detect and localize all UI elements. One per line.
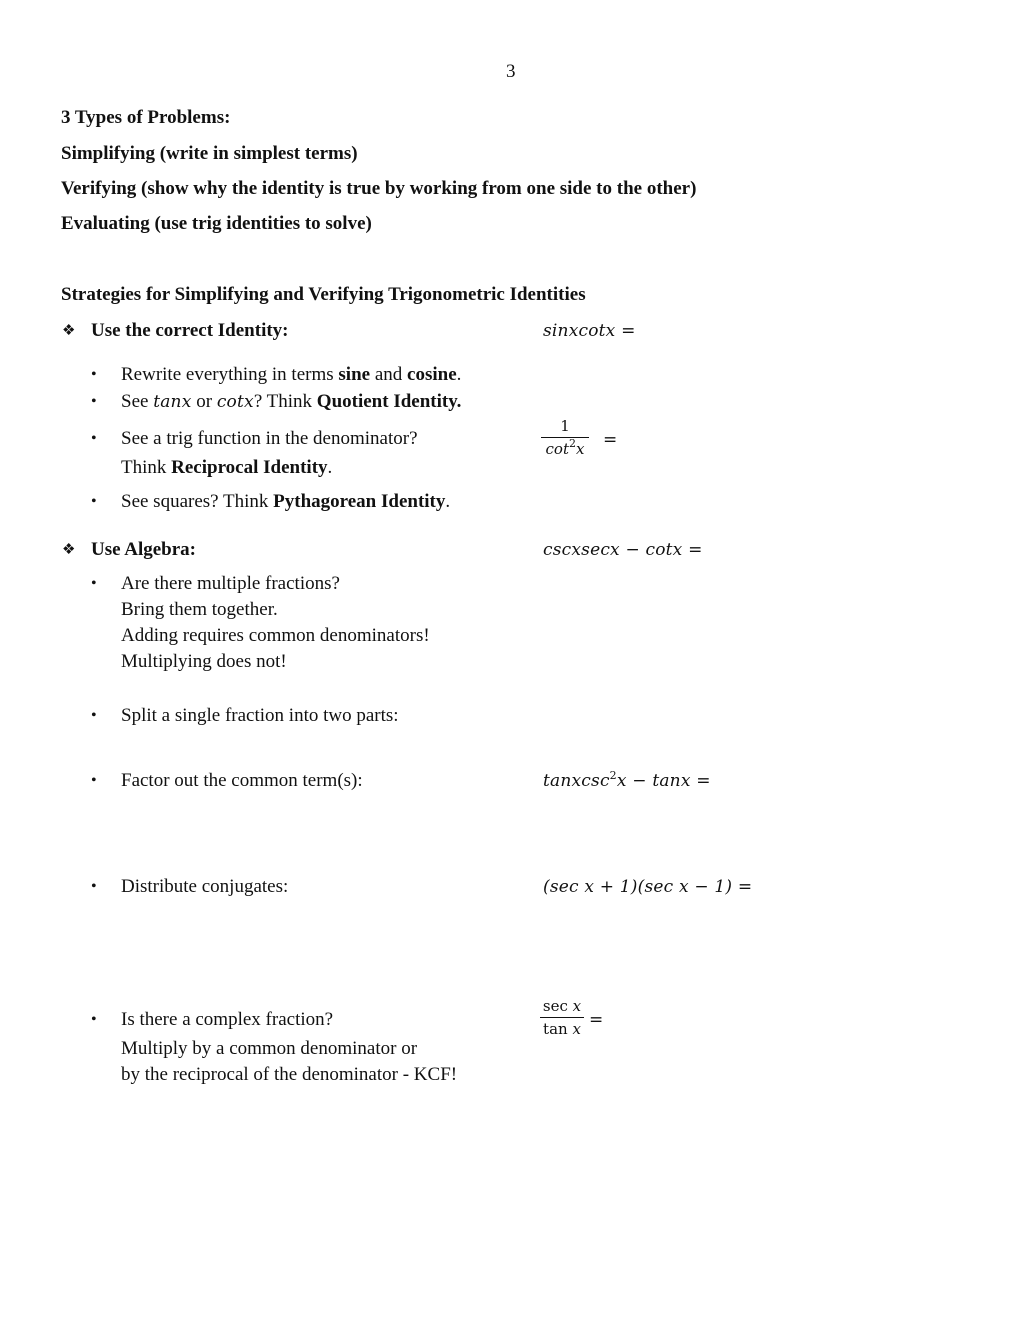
bullet-icon: •: [91, 493, 97, 510]
bullet-icon: •: [91, 575, 97, 592]
factor-example: tanxcsc$^2$x − tanx =: [543, 769, 711, 791]
fractions-line-1: Are there multiple fractions?: [121, 573, 340, 594]
complex-line-1: Is there a complex fraction?: [121, 1009, 334, 1030]
algebra-example: cscxsecx − cotx =: [543, 540, 703, 560]
problem-type-simplifying: Simplifying (write in simplest terms): [61, 143, 358, 164]
problem-type-evaluating: Evaluating (use trig identities to solve): [61, 213, 372, 234]
fraction-bar: [540, 1017, 584, 1018]
fractions-line-3: Adding requires common denominators!: [121, 625, 430, 646]
reciprocal-example-equals: =: [603, 430, 618, 450]
identity-section-title: Use the correct Identity:: [91, 320, 289, 341]
bullet-icon: •: [91, 366, 97, 383]
bullet-icon: •: [91, 707, 97, 724]
bullet-icon: •: [91, 393, 97, 410]
bullet-denominator-line1: See a trig function in the denominator?: [121, 428, 418, 449]
strategies-heading: Strategies for Simplifying and Verifying Trigonometric Identities: [61, 284, 586, 305]
fraction-denominator: $\cot^2x$: [545, 437, 585, 458]
bullet-factor-common-term: Factor out the common term(s):: [121, 770, 363, 791]
bullet-icon: •: [91, 772, 97, 789]
fraction-denominator: tan x: [543, 1020, 581, 1038]
diamond-bullet-icon: ❖: [62, 323, 76, 339]
bullet-icon: •: [91, 878, 97, 895]
fraction-numerator: 1: [560, 417, 570, 435]
identity-example: sinxcotx =: [543, 321, 636, 341]
problem-type-verifying: Verifying (show why the identity is true by working from one side to the other): [61, 178, 697, 199]
reciprocal-example-fraction: [541, 416, 589, 459]
algebra-section-title: Use Algebra:: [91, 539, 197, 560]
distribute-example: (sec x + 1)(sec x − 1) =: [543, 877, 753, 897]
bullet-rewrite-sine-cosine: Rewrite everything in terms sine and cosine.: [121, 364, 462, 385]
fractions-line-2: Bring them together.: [121, 599, 278, 620]
bullet-icon: •: [91, 1011, 97, 1028]
bullet-icon: •: [91, 430, 97, 447]
bullet-distribute-conjugates: Distribute conjugates:: [121, 876, 289, 897]
problem-types-heading: 3 Types of Problems:: [61, 107, 231, 128]
complex-example-fraction: [540, 996, 584, 1039]
page-number: 3: [506, 61, 516, 82]
bullet-reciprocal-identity: Think Reciprocal Identity.: [121, 457, 333, 478]
bullet-quotient-identity: See tanx or cotx? Think Quotient Identity.: [121, 391, 462, 412]
bullet-split-fraction: Split a single fraction into two parts:: [121, 705, 399, 726]
bullet-pythagorean-identity: See squares? Think Pythagorean Identity.: [121, 491, 451, 512]
complex-example-equals: =: [589, 1010, 604, 1030]
complex-line-3: by the reciprocal of the denominator - KCF!: [121, 1064, 458, 1085]
fractions-line-4: Multiplying does not!: [121, 651, 287, 672]
fraction-bar: [541, 437, 589, 438]
diamond-bullet-icon: ❖: [62, 542, 76, 558]
fraction-numerator: sec x: [542, 997, 582, 1015]
complex-line-2: Multiply by a common denominator or: [121, 1038, 418, 1059]
